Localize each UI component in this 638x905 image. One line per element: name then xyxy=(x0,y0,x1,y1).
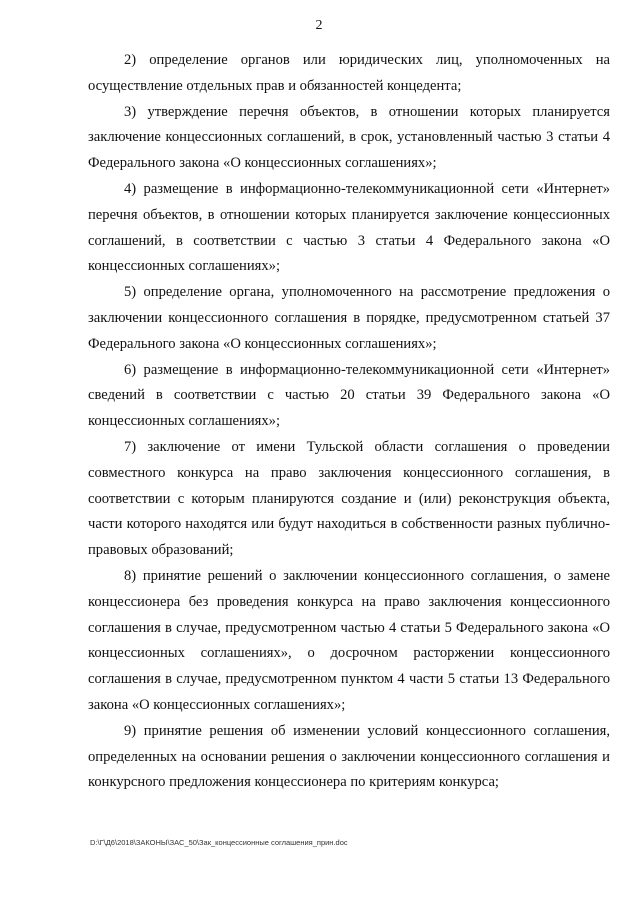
paragraph-item-3: 3) утверждение перечня объектов, в отношении которых планируется заключение концессионных соглашений, в срок, установленный частью 3 статьи 4 Федерального закона «О концессионных соглашениях»; xyxy=(88,103,610,172)
paragraph-item-9: 9) принятие решения об изменении условий концессионного соглашения, определенных на основании решения о заключении концессионного соглашения и конкурсного предложения концессионера по критериям конкурса; xyxy=(88,722,610,791)
document-body xyxy=(88,48,610,796)
file-path-footer: D:\Г\Д6\2018\ЗАКОНЫ\ЗАС_50\Зак_концессионные соглашения_прин.doc xyxy=(90,838,348,847)
paragraph-item-2: 2) определение органов или юридических лиц, уполномоченных на осуществление отдельных прав и обязанностей концедента; xyxy=(88,52,610,94)
page-number: 2 xyxy=(315,18,323,33)
paragraph-item-6: 6) размещение в информационно-телекоммуникационной сети «Интернет» сведений в соответствии с частью 20 статьи 39 Федерального закона «О концессионных соглашениях»; xyxy=(88,361,610,430)
paragraph-item-8: 8) принятие решений о заключении концессионного соглашения, о замене концессионера без проведения конкурса на право заключения концессионного соглашения в случае, предусмотренном частью 4 статьи 5 Федерального закона «О концессионных соглашениях», о досрочном расторжении концессионного соглашения в случае, предусмотренном пунктом 4 части 5 статьи 13 Федерального закона «О концессионных соглашениях»; xyxy=(88,567,610,713)
paragraph-item-7: 7) заключение от имени Тульской области соглашения о проведении совместного конкурса на право заключения концессионного соглашения, в соответствии с которым планируются создание и (или) реконструкция объекта, части которого находятся или будут находиться в собственности разных публично-правовых образований; xyxy=(88,438,610,559)
paragraph-item-4: 4) размещение в информационно-телекоммуникационной сети «Интернет» перечня объектов, в отношении которых планируется заключение концессионных соглашений, в соответствии с частью 3 статьи 4 Федерального закона «О концессионных соглашениях»; xyxy=(88,180,610,275)
paragraph-item-5: 5) определение органа, уполномоченного на рассмотрение предложения о заключении концессионного соглашения в порядке, предусмотренном статьей 37 Федерального закона «О концессионных соглашениях»; xyxy=(88,284,610,352)
